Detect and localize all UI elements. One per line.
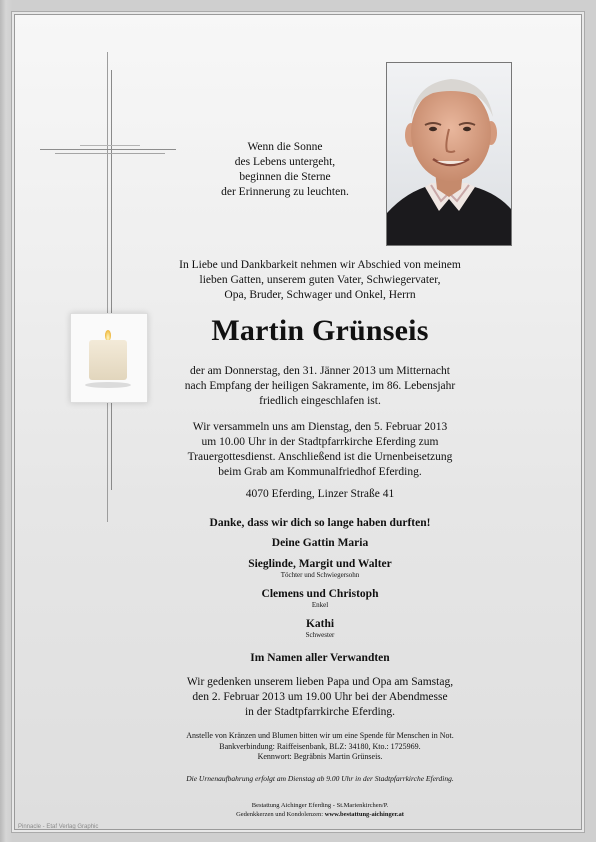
- intro-line: Opa, Bruder, Schwager und Onkel, Herrn: [224, 289, 416, 301]
- cross-horizontal-line-upper: [80, 145, 140, 146]
- cross-horizontal-line: [40, 149, 176, 150]
- memorial-line: Wir gedenken unserem lieben Papa und Opa am Samstag,: [186, 676, 454, 688]
- footer: [200, 802, 440, 819]
- farewell-intro: [160, 258, 480, 303]
- poem: [200, 140, 370, 200]
- death-notice: [160, 364, 480, 409]
- candle-image: [70, 313, 148, 403]
- poem-line: Wenn die Sonne: [247, 141, 323, 153]
- mourner-entry: [160, 617, 480, 640]
- cross-vertical-line: [107, 52, 108, 522]
- donation-line: Kennwort: Begräbnis Martin Grünseis.: [257, 752, 383, 761]
- thanks-line: Danke, dass wir dich so lange haben durften!: [209, 517, 431, 529]
- mourner-name: Deine Gattin Maria: [271, 537, 369, 549]
- memorial-mass: [160, 675, 480, 720]
- death-line: nach Empfang der heiligen Sakramente, im 86. Lebensjahr: [184, 380, 456, 392]
- memorial-line: in der Stadtpfarrkirche Eferding.: [244, 706, 396, 718]
- mourner-relation: Töchter und Schwiegersohn: [280, 571, 360, 579]
- candle-icon: [89, 340, 127, 380]
- death-line: friedlich eingeschlafen ist.: [259, 395, 381, 407]
- poem-line: der Erinnerung zu leuchten.: [221, 186, 349, 198]
- funeral-line: Trauergottesdienst. Anschließend ist die Urnenbeisetzung: [187, 451, 453, 463]
- mourner-entry: [160, 557, 480, 580]
- condolence-line: [200, 811, 440, 820]
- mourner-relation: Schwester: [305, 631, 335, 639]
- cross-vertical-line-inner: [111, 70, 112, 490]
- relatives-line: Im Namen aller Verwandten: [250, 652, 390, 664]
- donation-request: [140, 731, 500, 763]
- undertaker: Bestattung Aichinger Eferding - St.Marienkirchen/P.: [251, 802, 389, 809]
- urn-note: Die Urnenaufbahrung erfolgt am Dienstag ab 9.00 Uhr in der Stadtpfarrkirche Eferding.: [186, 774, 454, 783]
- mourner-name: Kathi: [305, 618, 335, 630]
- intro-line: lieben Gatten, unserem guten Vater, Schwiegervater,: [199, 274, 441, 286]
- donation-line: Bankverbindung: Raiffeisenbank, BLZ: 34180, Kto.: 1725969.: [219, 741, 421, 751]
- funeral-line: beim Grab am Kommunalfriedhof Eferding.: [218, 466, 422, 478]
- poem-line: beginnen die Sterne: [239, 171, 331, 183]
- death-line: der am Donnerstag, den 31. Jänner 2013 um Mitternacht: [190, 365, 450, 377]
- condolence-label: Gedenkkerzen und Kondolenzen:: [236, 810, 324, 818]
- deceased-name: Martin Grünseis: [211, 314, 429, 347]
- funeral-line: um 10.00 Uhr in der Stadtpfarrkirche Eferding zum: [201, 436, 439, 448]
- funeral-details: [160, 420, 480, 480]
- cross-horizontal-line-lower: [55, 153, 165, 154]
- candle-shadow: [85, 382, 131, 388]
- portrait-illustration: [387, 63, 511, 245]
- donation-line: Anstelle von Kränzen und Blumen bitten wir um eine Spende für Menschen in Not.: [186, 731, 454, 740]
- mourner-relation: Enkel: [311, 601, 329, 609]
- intro-line: In Liebe und Dankbarkeit nehmen wir Abschied von meinem: [179, 259, 461, 271]
- portrait-photo: [386, 62, 512, 246]
- condolence-link[interactable]: www.bestattung-aichinger.at: [324, 810, 404, 818]
- poem-line: des Lebens untergeht,: [234, 156, 336, 168]
- mourner-entry: [160, 587, 480, 610]
- funeral-line: Wir versammeln uns am Dienstag, den 5. Februar 2013: [192, 421, 448, 433]
- watermark: Pinnacle - Etaf Verlag Graphic: [18, 824, 99, 830]
- mourner-entry: [160, 536, 480, 550]
- address: 4070 Eferding, Linzer Straße 41: [245, 488, 395, 500]
- mourner-name: Sieglinde, Margit und Walter: [248, 558, 392, 570]
- mourner-name: Clemens und Christoph: [261, 588, 379, 600]
- memorial-line: den 2. Februar 2013 um 19.00 Uhr bei der Abendmesse: [192, 691, 448, 703]
